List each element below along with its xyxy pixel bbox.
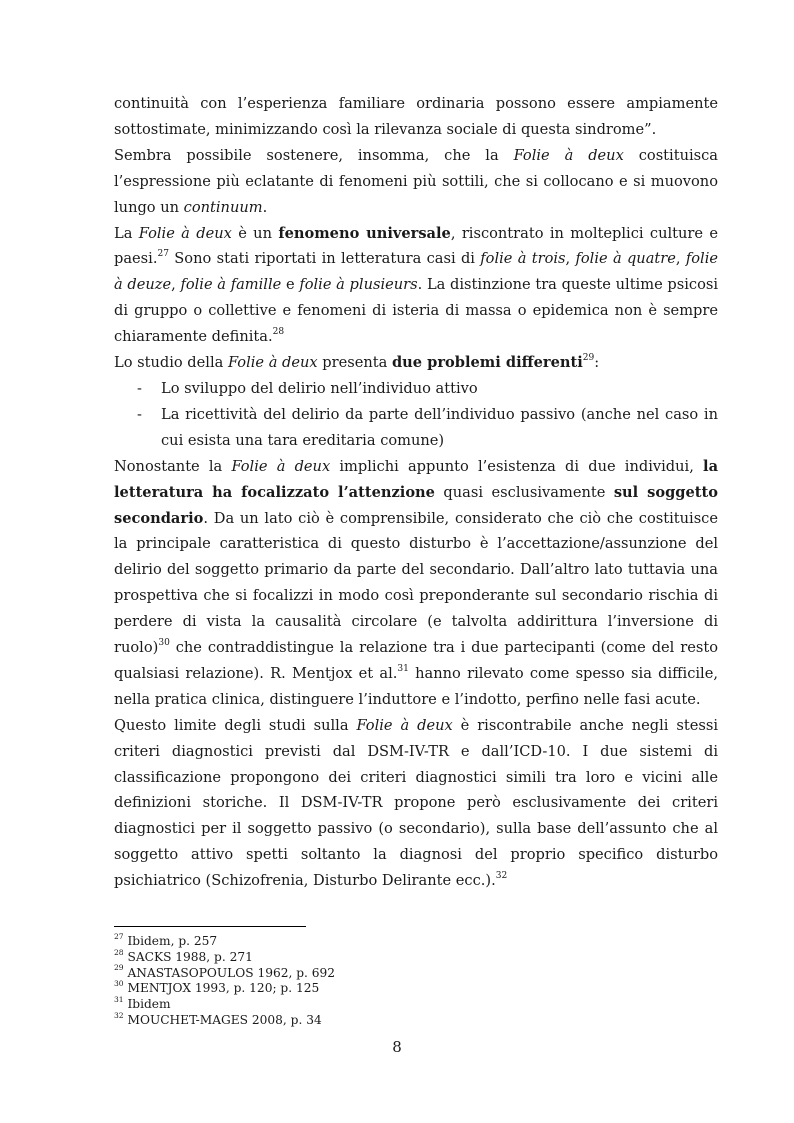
footnotes — [114, 931, 718, 1029]
list-item: - Lo sviluppo del delirio nell’individuo attivo — [114, 376, 718, 402]
text-run: . — [262, 198, 268, 216]
text-run: , — [171, 276, 181, 294]
paragraph — [114, 713, 718, 894]
footnote — [114, 931, 718, 950]
body-text — [114, 91, 718, 894]
footnote-number: 29 — [114, 963, 124, 973]
text-run: Folie à deux — [356, 716, 453, 734]
page-number: 8 — [392, 1038, 402, 1056]
text-run: Sono stati riportati in letteratura casi di — [169, 250, 481, 268]
paragraph — [114, 221, 718, 351]
text-run: la letteratura ha focalizzato l’attenzione — [114, 457, 719, 501]
text-run: hanno rilevato come spesso sia difficile, nella pratica clinica, distinguere l’induttore e l’indotto, perfino nelle fasi acute. — [114, 664, 718, 708]
footnote — [114, 997, 718, 1013]
paragraph — [114, 350, 718, 376]
list-item: - La ricettività del delirio da parte dell’individuo passivo (anche nel caso in cui esista una tara ereditaria comune) — [114, 402, 718, 454]
footnote — [114, 981, 718, 997]
text-run: folie à trois — [480, 250, 566, 268]
text-run: folie à plusieurs — [299, 276, 418, 294]
text-run: implichi appunto l’esistenza di due individui, — [330, 457, 704, 475]
text-run: , riscontrato in molteplici culture e paesi. — [114, 224, 719, 268]
text-run: : — [594, 354, 600, 372]
paragraph — [114, 91, 718, 143]
footnote-ref: 30 — [158, 637, 170, 648]
text-run: Folie à deux — [513, 146, 624, 164]
text-run: Sembra possibile sostenere, insomma, che la — [114, 146, 514, 164]
text-run: folie à famille — [180, 276, 282, 294]
text-run: due problemi differenti — [391, 354, 583, 372]
text-run: Folie à deux — [138, 224, 232, 242]
text-run: . La distinzione tra queste ultime psicosi di gruppo o collettive e fenomeni di isteria di massa o epidemica non è sempre chiaramente definita. — [114, 276, 719, 346]
footnote-ref: 28 — [272, 326, 285, 337]
text-run: folie à quatre — [575, 250, 676, 268]
text-run: Folie à deux — [231, 457, 331, 475]
paragraph-group-1 — [114, 91, 718, 376]
text-run: che contraddistingue la relazione tra i due partecipanti (come del resto qualsiasi relazione). R. Mentjox et al. — [114, 639, 718, 682]
text-run: costituisca l’espressione più eclatante di fenomeni più sottili, che si collocano e si muovono lungo un — [114, 146, 719, 216]
footnote-text: MOUCHET-MAGES 2008, p. 34 — [123, 1012, 322, 1027]
text-run: è un — [231, 224, 279, 242]
text-run: Folie à deux — [227, 354, 318, 372]
paragraph — [114, 143, 718, 221]
footnote-ref: 32 — [495, 870, 508, 881]
text-run: Lo studio della — [114, 354, 228, 372]
problems-list — [114, 376, 718, 454]
footnote-number: 30 — [114, 979, 124, 989]
text-run: continuità con l’esperienza familiare ordinaria possono essere ampiamente sottostimate, minimizzando così la rilevanza sociale di questa sindrome”. — [114, 95, 718, 138]
paragraph-group-2 — [114, 454, 718, 894]
footnote-ref: 29 — [582, 352, 595, 363]
footnote-number: 28 — [114, 947, 124, 957]
text-run: , — [675, 250, 686, 268]
text-run: quasi esclusivamente — [434, 483, 614, 501]
footnote-text: Ibidem, p. 257 — [123, 934, 218, 948]
text-run: continuum — [183, 198, 263, 216]
footnote — [114, 947, 718, 966]
footnote — [114, 1010, 718, 1029]
footnote-number: 31 — [114, 995, 124, 1004]
footnote-text: MENTJOX 1993, p. 120; p. 125 — [123, 981, 320, 996]
footnote — [114, 963, 718, 982]
text-run: sul soggetto secondario — [114, 483, 718, 527]
footnote-ref: 27 — [157, 249, 169, 260]
text-run: Questo limite degli studi sulla — [114, 716, 357, 734]
footnote-text: ANASTASOPOULOS 1962, p. 692 — [123, 965, 336, 980]
text-run: fenomeno universale — [278, 224, 451, 242]
footnote-text: SACKS 1988, p. 271 — [123, 949, 253, 964]
text-run: Nonostante la — [114, 457, 232, 475]
text-run: La — [114, 224, 139, 242]
paragraph — [114, 454, 718, 713]
footnote-text: Ibidem — [123, 997, 171, 1012]
text-run: , — [565, 250, 576, 268]
text-run: presenta — [317, 354, 392, 372]
text-run: è riscontrabile anche negli stessi criteri diagnostici previsti dal DSM-IV-TR e dall’ICD-10. I due sistemi di classificazione propongono dei criteri diagnostici simili tra loro e vicini alle definizioni storiche. Il DSM-IV-TR propone però esclusivamente dei criteri diagnostici per il soggetto passivo (o secondario), sulla base dell’assunto che al soggetto attivo spetti soltanto la diagnosi del proprio specifico disturbo psichiatrico (Schizofrenia, Disturbo Delirante ecc.). — [114, 716, 718, 890]
text-run: . Da un lato ciò è comprensibile, considerato che ciò che costituisce la principale caratteristica di questo disturbo è l’accettazione/assunzione del delirio del soggetto primario da parte del secondario. Dall’altro lato tuttavia una prospettiva che si focalizzi in modo così preponderante sul secondario rischia di perdere di vista la causalità circolare (e talvolta addirittura l’inversione di ruolo) — [114, 509, 718, 657]
footnote-number: 27 — [114, 931, 124, 941]
footnote-ref: 31 — [397, 663, 409, 674]
footnote-number: 32 — [114, 1010, 124, 1020]
footnote-separator — [114, 926, 306, 927]
text-run: e — [281, 276, 300, 294]
text-run: folie à deuze — [114, 250, 719, 294]
page-body — [114, 91, 718, 894]
